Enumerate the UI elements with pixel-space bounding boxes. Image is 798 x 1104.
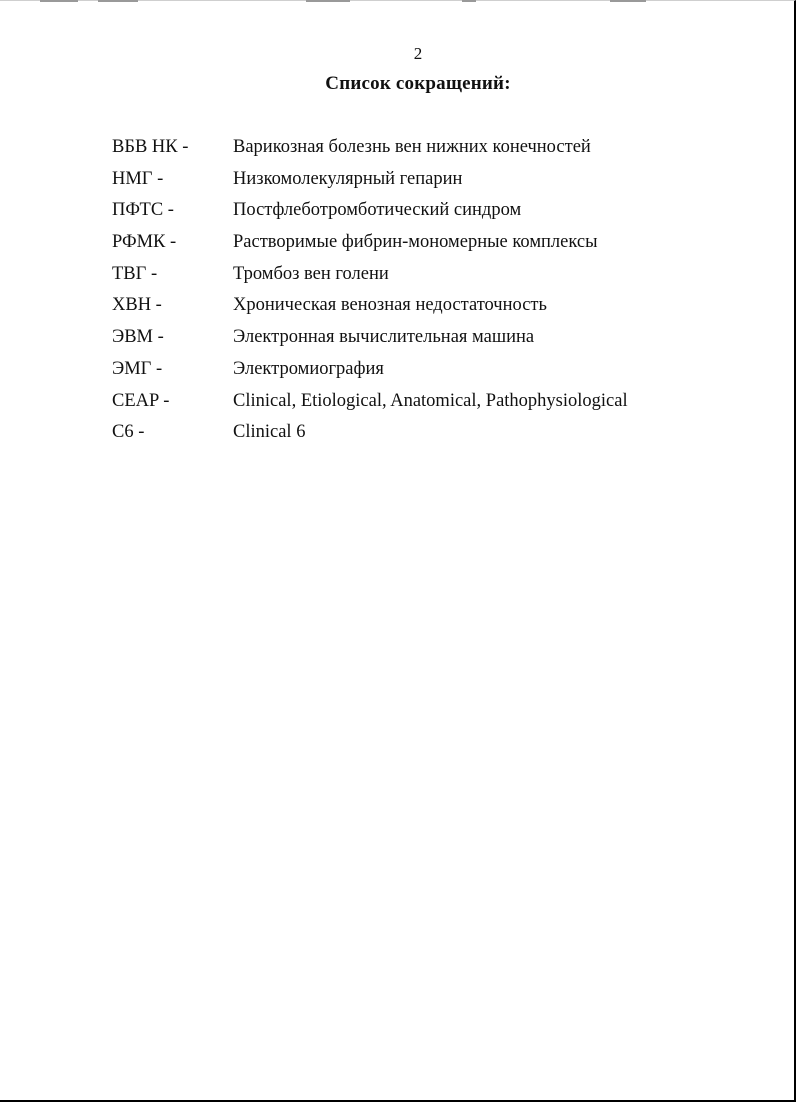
abbreviation-row bbox=[112, 229, 752, 261]
abbreviation-term: НМГ - bbox=[112, 168, 164, 189]
abbreviation-definition: Варикозная болезнь вен нижних конечностей bbox=[233, 137, 591, 157]
abbreviation-row bbox=[112, 166, 752, 198]
abbreviation-definition: Clinical 6 bbox=[233, 422, 306, 443]
abbreviation-definition: Clinical, Etiological, Anatomical, Pathophysiological bbox=[233, 390, 628, 411]
abbreviation-definition: Постфлеботромботический синдром bbox=[233, 200, 522, 221]
abbreviation-row bbox=[112, 324, 752, 356]
abbreviation-term: РФМК - bbox=[112, 232, 177, 253]
abbreviation-row bbox=[112, 292, 752, 324]
abbreviation-definition: Растворимые фибрин-мономерные комплексы bbox=[233, 232, 598, 253]
abbreviation-definition: Электронная вычислительная машина bbox=[233, 327, 535, 348]
abbreviation-row bbox=[112, 197, 752, 229]
abbreviation-definition: Тромбоз вен голени bbox=[233, 263, 389, 284]
scan-edge-marks bbox=[0, 0, 798, 3]
abbreviation-term: C6 - bbox=[112, 422, 145, 443]
abbreviation-row bbox=[112, 261, 752, 293]
abbreviation-term: ВБВ НК - bbox=[112, 137, 189, 157]
abbreviation-row bbox=[112, 134, 752, 166]
abbreviation-term: ТВГ - bbox=[112, 263, 158, 284]
abbreviation-list bbox=[112, 134, 752, 451]
abbreviation-definition: Хроническая венозная недостаточность bbox=[233, 295, 547, 316]
abbreviation-term: ХВН - bbox=[112, 295, 162, 316]
abbreviation-term: ПФТС - bbox=[112, 200, 174, 221]
abbreviation-term: ЭМГ - bbox=[112, 358, 163, 379]
abbreviation-row bbox=[112, 356, 752, 388]
abbreviation-term: CEAP - bbox=[112, 390, 170, 411]
page-number: 2 bbox=[413, 44, 423, 63]
abbreviation-definition: Низкомолекулярный гепарин bbox=[233, 168, 463, 189]
abbreviation-definition: Электромиография bbox=[233, 358, 384, 379]
abbreviation-term: ЭВМ - bbox=[112, 327, 164, 348]
abbreviation-row bbox=[112, 419, 752, 451]
page-title: Список сокращений: bbox=[325, 73, 511, 94]
abbreviation-row bbox=[112, 388, 752, 420]
